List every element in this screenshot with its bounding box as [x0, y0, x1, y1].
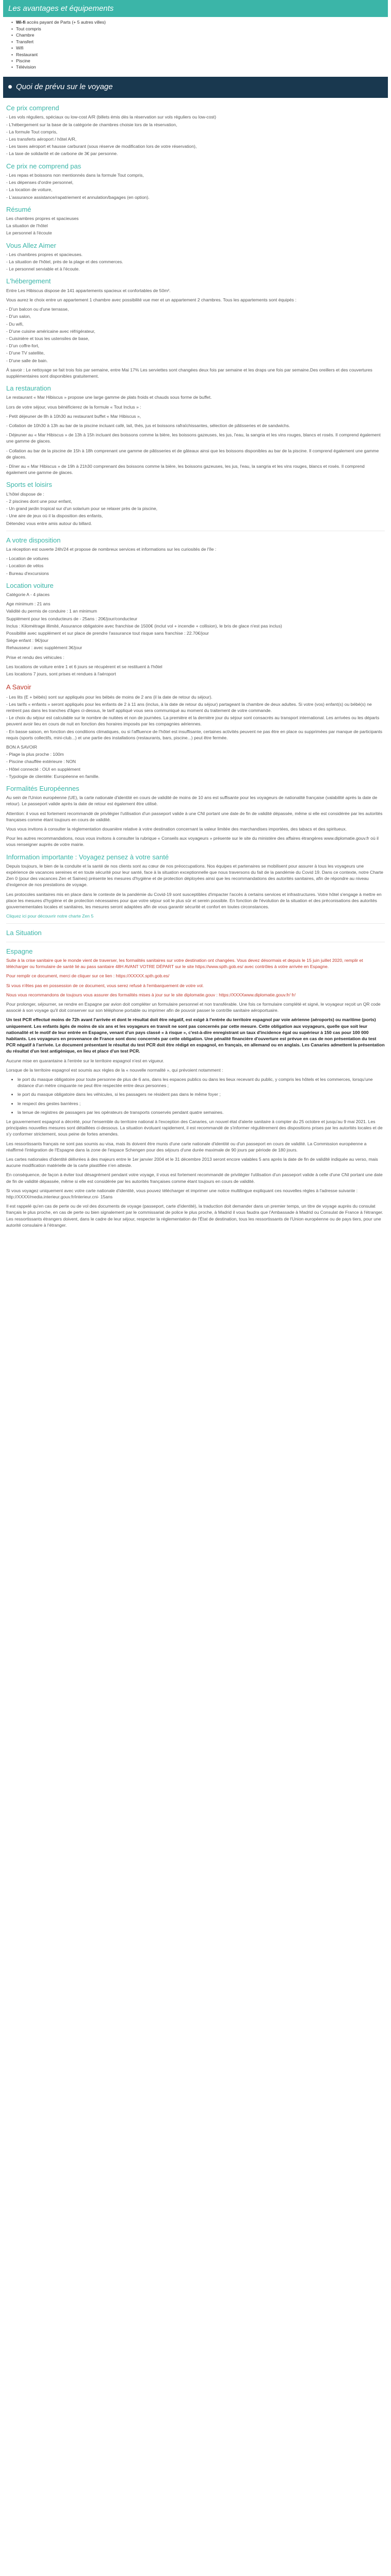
- dispo-item: - Bureau d'excursions: [6, 570, 49, 576]
- advantages-title: Les avantages et équipements: [8, 4, 114, 13]
- formal-paragraph: Au sein de l'Union européenne (UE), la carte nationale d'identité en cours de validité de moins de 10 ans est suffisante pour les voyageurs de nationalité française (valabilité après la date de retour). Le passeport valide après la date de retour est également être utilisé.: [6, 795, 378, 807]
- dispo-item: - Location de voitures: [6, 556, 49, 562]
- savoir-item: - Le choix du séjour est calculable sur le nombre de nuitées et non de journées. La première et la dernière jour du séjour sont consacrés au transport international. Les arrivées ou les départs peuvent avoir lieu en cours de nuit en fonction des horaires imposés par les compagnies aériennes.: [6, 715, 380, 727]
- savoir-title: A Savoir: [6, 683, 31, 691]
- sports-item: Détendez vous entre amis autour du billard.: [6, 520, 92, 526]
- divider: [6, 923, 385, 924]
- info-title: Information importante : Voyagez pensez à votre santé: [6, 853, 169, 861]
- pays-paragraph: Lorsque de la territoire espagnol est soumis aux règles de la « nouvelle normalité », qui prévoient notamment :: [6, 1067, 223, 1073]
- advantage-item: [11, 19, 388, 25]
- formal-paragraph: Pour les autres recommandations, nous vous invitons à consulter la rubrique « Conseils aux voyageurs » présente sur le site du ministère des affaires étrangères www.diplomatie.gouv.fr où il vous renseigner auprès de votre mairie.: [6, 836, 379, 848]
- sports-item: - 2 piscines dont une pour enfant,: [6, 498, 72, 504]
- resume-title: Résumé: [6, 205, 31, 213]
- vous-line: - Le personnel serviable et à l'écoute.: [6, 266, 80, 272]
- loc-title: Location voiture: [6, 581, 54, 589]
- advantage-item: [11, 32, 388, 38]
- prix-compris-line: - Les transferts aéroport / hôtel A/R,: [6, 137, 77, 142]
- loc-note: Les locations de voiture entre 1 et 6 jours se récupèrent et se restituent à l'hôtel: [6, 664, 162, 669]
- resto-item: - Déjeuner au « Mar Hibiscus » de 13h à 15h incluant des boissons comme la bière, les boissons gazeuses, les jus, l'eau, la sangria et les vins rouges, blancs et rosés. Il comprend également une gamme de glaces.: [6, 432, 381, 444]
- page: [0, 0, 391, 1239]
- dispo-intro: La réception est ouverte 24h/24 et propose de nombreux services et informations sur les curiosités de l'île :: [6, 546, 217, 552]
- bon-title: BON A SAVOIR: [6, 744, 38, 750]
- bon-item: - Plage la plus proche : 100m: [6, 752, 64, 757]
- advantage-strong: Wi-fi: [16, 20, 26, 25]
- heberg-item: - D'un balcon ou d'une terrasse,: [6, 307, 69, 312]
- prix-non-line: - La location de voiture,: [6, 187, 53, 193]
- loc-item: Siège enfant : 9€/jour: [6, 638, 48, 643]
- loc-note: Les locations 7 jours, sont prises et rendues à l'aéroport: [6, 671, 116, 677]
- pays-list-item: • le respect des gestes barrières ;: [18, 1100, 385, 1107]
- prix-non-line: - Les dépenses d'ordre personnel,: [6, 180, 74, 185]
- pays-paragraph: Les ressortissants français ne sont pas soumis au visa, mais ils doivent être munis d'une carte nationale d'identité ou d'un passeport en cours de validité. La Commission européenne a réaffirmé l'intégration de l'Espagne dans la zone de l'espace Schengen pour des séjours d'une durée maximale de 90 jours par période de 180 jours.: [6, 1141, 367, 1153]
- heberg-item: - Cuisinière et tous les ustensiles de base,: [6, 335, 89, 341]
- sports-title: Sports et loisirs: [6, 481, 52, 489]
- resume-line: Les chambres propres et spacieuses: [6, 216, 79, 221]
- resume-line: La situation de l'hôtel: [6, 223, 48, 229]
- pays-list: [18, 1076, 385, 1115]
- bon-item: - Typologie de clientèle: Européenne en famille.: [6, 773, 100, 779]
- vous-line: - La situation de l'hôtel, près de la plage et des commerces.: [6, 259, 123, 265]
- heberg-item: - Du wifi,: [6, 321, 24, 327]
- info-paragraph: Les protocoles sanitaires mis en place dans le contexte de la pandémie du Covid-19 sont susceptibles d'impacter l'accès à certains services et infrastructures. Votre hôtel s'engage à mettre en place les mesures d'hygiène et de protection nécessaires pour que votre séjour soit le plus sûr et serein possible. En fonction de l'évolution de la situation et des préconisations des autorités gouvernementales locales et sanitaires, les mesures seront adaptées afin de vous garantir sécurité et confort en toutes circonstances.: [6, 891, 382, 910]
- advantage-item: [11, 64, 388, 70]
- situ-title: La Situation: [6, 929, 42, 937]
- formal-paragraph: Attention: il vous est fortement recommandé de privilégier l'utilisation d'un passeport valide à une CNI portant une date de fin de validité dépassée, même si elle est considérée par les autorités françaises comme étant toujours en cours de validité.: [6, 810, 383, 822]
- advantage-text: Chambre: [16, 32, 35, 38]
- resto-item: - Dîner au « Mar Hibiscus » de 19h à 21h30 comprenant des boissons comme la bière, les boissons gazeuses, les jus, l'eau, la sangria et les vins rouges, blancs et rosés. Il comprend également une gamme de glaces.: [6, 464, 365, 476]
- sports-item: - Un grand jardin tropical sur d'un solarium pour se relaxer près de la piscine,: [6, 506, 158, 512]
- pays-alert: Suite à la crise sanitaire que le monde vient de traverser, les formalités sanitaires sur votre destination ont changées. Vous devez désormais et depuis le 15 juin juillet 2020, remplir et télécharger ou formulaire de santé lié au pass sanitaire 48H AVANT VOTRE DÉPART sur le site https://www.spth.gob.es/ avec contrôles à votre arrivée en Espagne.: [6, 957, 363, 970]
- pays-title: Espagne: [6, 947, 33, 955]
- heberg-desc: Vous aurez le choix entre un appartement 1 chambre avec possibilité vue mer et un appartement 2 chambres. Tous les appartements sont équipés :: [6, 297, 297, 302]
- loc-item: Inclus : Kilométrage illimité, Assurance obligatoire avec franchise de 1500€ (inclut vol + incendie + collision), le bris de glace n'est pas inclus): [6, 623, 282, 629]
- advantage-item: [11, 52, 388, 58]
- loc-item: Validité du permis de conduire : 1 an minimum: [6, 608, 97, 614]
- heberg-item: - D'une TV satellite,: [6, 350, 45, 356]
- pays-list-item: • le port du masque obligatoire dans les véhicules, si les passagers ne résident pas dans le même foyer ;: [18, 1091, 385, 1097]
- prix-compris-line: - Les taxes aéroport et hausse carburant (sous réserve de modification lors de votre réservation),: [6, 144, 197, 149]
- heberg-intro: Entre Les Hibiscus dispose de 141 appartements spacieux et confortables de 50m².: [6, 287, 171, 293]
- bon-item: - Hôtel connecté : OUI en supplément: [6, 766, 80, 772]
- trip-title: Quoi de prévu sur le voyage: [16, 82, 113, 91]
- vous-title: Vous Allez Aimer: [6, 241, 56, 249]
- prix-compris-line: - Les vols réguliers, spéciaux ou low-cost A/R (billets émis dès la réservation sur vols réguliers ou low-cost): [6, 114, 216, 120]
- heberg-item: - D'une cuisine américaine avec réfrigérateur,: [6, 328, 95, 334]
- pays-paragraph: Aucune mise en quarantaine à l'entrée sur le territoire espagnol n'est en vigueur.: [6, 1058, 165, 1063]
- advantage-item: [11, 26, 388, 32]
- advantage-text: Transfert: [16, 39, 34, 44]
- loc-item: Age minimum : 21 ans: [6, 601, 51, 607]
- sports-intro: L'hôtel dispose de :: [6, 491, 44, 497]
- advantage-item: [11, 58, 388, 64]
- prix-non-line: - L'assurance assistance/rapatriement et annulation/bagages (en option).: [6, 194, 150, 200]
- resto-item: - Collation au bar de la piscine de 15h à 18h comprenant une gamme de pâtisseries et de gâteaux ainsi que les boissons disponibles au bar de la piscine. Il comprend également une gamme de glaces.: [6, 448, 379, 460]
- loc-cat: Catégorie A - 4 places: [6, 592, 50, 598]
- resume-line: Le personnel à l'écoute: [6, 230, 52, 236]
- pays-alert-link[interactable]: Nous vous recommandons de toujours vous assurer des formalités mises à jour sur le site diplomatie.gouv : https://XXXXwww.diplomatie.gouv.fr/ fr/: [6, 992, 296, 997]
- pays-paragraph: Il est rappelé qu'en cas de perte ou de vol des documents de voyage (passeport, carte d'identité), la traduction doit demander dans un premier temps, un titre de voyage auprès du consulat français le plus proche, en cas de perte ou bien signalement par le commissariat de police le plus proche, à Madrid il vous faudra que l'Ambassade à Madrid ou Consulat de France à l'étranger. Les ressortissants étrangers doivent, dans le cadre de leur séjour, respecter la réglementation de l'État de destination, tous les ressortissants de l'Union européenne ou de pays tiers, pour une autorité consulaire à l'étranger.: [6, 1204, 383, 1228]
- loc-item: Rehausseur : avec supplément 3€/jour: [6, 645, 83, 651]
- heberg-title: L'hébergement: [6, 277, 51, 285]
- pays-paragraph: Les cartes nationales d'identité délivrées à des majeurs entre le 1er janvier 2004 et le 31 décembre 2013 seront encore valables 5 ans après la date de fin de validité indiquée au verso, mais aucune modification matérielle de la carte plastifiée n'en atteste.: [6, 1157, 378, 1168]
- resto-tout: Lors de votre séjour, vous bénéficierez de la formule « Tout Inclus » :: [6, 404, 141, 410]
- dispo-item: - Location de vélos: [6, 563, 44, 569]
- advantage-text: Télévision: [16, 64, 36, 70]
- info-paragraph: Depuis toujours, le bien de la conduite et la santé de nos clients sont au cœur de nos préoccupations. Nos équipes et partenaires se mobilisent pour assurer à tous les voyageurs une expérience de vacances sereines et en toute sécurité pour leur santé, face à la situation exceptionnelle que nous traversons du fait de la pandémie du Covid 19. Dans ce contexte, notre Charte Zen 0 (pour des vacances Zen et Saines) présente les mesures d'hygiène et de protection déployées ainsi que les recommandations des autorités sanitaires, afin de répondre au niveau d'exigence de nos prestations de voyage.: [6, 863, 383, 888]
- prix-compris-line: - La taxe de solidarité et de carbone de 3€ par personne.: [6, 151, 118, 157]
- resto-item: - Collation de 10h30 à 13h au bar de la piscine incluant café, lait, thés, jus et boissons rafraîchissantes, sélection de pâtisseries et de sandwichs.: [6, 423, 290, 429]
- pays-pcr: Un test PCR effectué moins de 72h avant l'arrivée et dont le résultat doit être négatif, est exigé à l'entrée du territoire espagnol par voie aérienne (aéroports) ou maritime (ports) uniquement. Les enfants âgés de moins de six ans et les voyageurs en transit ne sont pas concernés par cette mesure. Cette obligation aux voyageurs, quelle que soit leur nationalité et le motif de leur entrée en Espagne, venant d'un pays classé « à risque », c'est-à-dire enregistrant un taux d'incidence égal ou supérieur à 150 cas pour 100 000 habitants. Les voyageurs en provenance de France sont donc concernés par cette obligation. Une pénalité financière d'ouverture est prévue en cas de non présentation du test PCR négatif à l'arrivée. Le document présentant le résultat du test PCR doit être rédigé en espagnol, en français, en allemand ou en anglais. Les Canaries admettent la présentation du résultat d'un test antigénique, en lieu et place d'un test PCR.: [6, 1017, 385, 1054]
- savoir-item: - Les tarifs « enfants » seront appliqués pour les enfants de 2 à 11 ans (inclus, à la date de retour du séjour) partageant la chambre de deux adultes. Si votre (vos) enfant(s) ou bébé(s) ne rentrent pas dans les tranches d'âges ci-dessus, le tarif appliqué vous sera communiqué au moment du traitement de votre commande.: [6, 701, 372, 713]
- pays-alert-link[interactable]: Pour remplir ce document, merci de cliquer sur ce lien : https://XXXXX.spth.gob.es/: [6, 973, 170, 979]
- heberg-item: - D'un coffre-fort,: [6, 343, 40, 349]
- resto-title: La restauration: [6, 384, 51, 393]
- advantage-text: accès payant de Parts (+ 5 autres villes): [25, 20, 106, 25]
- savoir-item: - Les lits (E + bébés) sont sur appliqués pour les bébés de moins de 2 ans (il la date de retour du séjour).: [6, 694, 213, 700]
- formal-title: Formalités Européennes: [6, 784, 79, 792]
- loc-item: Supplément pour les conducteurs de - 25ans : 20€/jour/conducteur: [6, 616, 138, 621]
- heberg-item: - D'un salon,: [6, 314, 31, 319]
- prix-compris-line: - La formule Tout compris,: [6, 129, 58, 134]
- advantages-list: [3, 17, 388, 72]
- pays-alert: Si vous n'êtes pas en possession de ce document, vous serez refusé à l'embarquement de votre vol.: [6, 982, 204, 988]
- bullet-icon: [8, 85, 12, 89]
- dispo-title: A votre disposition: [6, 536, 61, 544]
- advantage-item: [11, 45, 388, 51]
- advantage-text: Wifi: [16, 45, 24, 51]
- prix-non-line: - Les repas et boissons non mentionnés dans la formule Tout compris,: [6, 172, 144, 178]
- prix-compris-title: Ce prix comprend: [6, 104, 59, 112]
- formal-paragraph: Vous vous invitons à consulter la réglementation douanière relative à votre destination concernant la valeur limitée des marchandises importées, des tabacs et des spiritueux.: [6, 826, 347, 832]
- advantage-text: Tout compris: [16, 26, 41, 31]
- pays-list-item: • la tenue de registres de passagers par les opérateurs de transports conservés pendant quatre semaines.: [18, 1109, 385, 1115]
- advantages-banner: [3, 0, 388, 17]
- loc-item: Possibilité avec supplément et sur place de prendre l'assurance tout risque sans franchise : 22.70€/jour: [6, 631, 209, 636]
- prix-non-title: Ce prix ne comprend pas: [6, 162, 82, 170]
- trip-content: [3, 98, 388, 1228]
- pays-list-item: • le port du masque obligatoire pour toute personne de plus de 6 ans, dans les espaces publics ou dans les lieux recevant du public, y compris les hôtels et les commerces, lorsqu'une distance d'un mètre cinquante ne peut être respectée entre deux personnes ;: [18, 1076, 385, 1089]
- vous-line: - Les chambres propres et spacieuses.: [6, 251, 83, 257]
- charte-link[interactable]: Cliquez ici pour découvrir notre charte Zen 5: [6, 913, 94, 919]
- trip-banner: [3, 77, 388, 98]
- sports-item: - Une aire de jeux où il la disposition des enfants,: [6, 513, 103, 519]
- pays-paragraph: Pour prolonger, séjourner, se rendre en Espagne par avion doit compléter un formulaire personnel et non transférable. Une fois ce formulaire complété et signé, le voyageur reçoit un QR code associé à son voyage qu'il doit conserver sur son téléphone portable ou imprimer afin de pouvoir passer le contrôle sanitaire aéroportuaire.: [6, 1002, 381, 1013]
- heberg-note: À savoir : Le nettoyage se fait trois fois par semaine, entre Mai 17% Les serviettes sont changées deux fois par semaine et les draps une fois par semaine.Des oreillers et des couvertures supplémentaires sont disponibles gratuitement.: [6, 367, 372, 379]
- heberg-item: - D'une salle de bain.: [6, 358, 48, 363]
- pays-paragraph: Le gouvernement espagnol a décrété, pour l'ensemble du territoire national à l'exception des Canaries, un nouvel état d'alerte sanitaire à compter du 25 octobre et jusqu'au 9 mai 2021. Les principales nouvelles mesures sont détaillées ci-dessous. La situation évoluant rapidement, il est recommandé de s'informer régulièrement des dispositions prises par les autorités locales et de s'y conformer strictement, sous peine de fortes amendes.: [6, 1119, 383, 1137]
- pays-paragraph: Si vous voyagez uniquement avec votre carte nationale d'identité, vous pouvez télécharger et imprimer une notice multilingue expliquant ces nouvelles règles à l'adresse suivante : http://XXXX/media.interieur.gouv.fr/interieur.cni- 15ans: [6, 1188, 358, 1200]
- advantage-text: Restaurant: [16, 52, 38, 57]
- advantage-item: [11, 39, 388, 45]
- resto-item: - Petit déjeuner de 8h à 10h30 au restaurant buffet « Mar Hibiscus »,: [6, 413, 141, 419]
- advantage-text: Piscine: [16, 58, 30, 64]
- loc-note: Prise et rendu des véhicules :: [6, 654, 64, 660]
- bon-item: - Piscine chauffée extérieure : NON: [6, 759, 76, 765]
- pays-paragraph: En conséquence, de façon à éviter tout désagrément pendant votre voyage, il vous est fortement recommandé de privilégier l'utilisation d'un passeport valide à celle d'une CNI portant une date de fin de validité dépassée, même si elle est considérée par les autorités françaises comme étant toujours en cours de validité.: [6, 1172, 383, 1184]
- prix-compris-line: - L'hébergement sur la base de la catégorie de chambres choisie lors de la réservation,: [6, 122, 177, 127]
- savoir-item: - En basse saison, en fonction des conditions climatiques, ou si l'affluence de l'hôtel est insuffisante, certaines activités peuvent ne pas être en place ou supprimées par manque de participants requis (sports collectifs, mini-club...) et une partie des installations (restaurants, bars, piscine...) peut être fermée.: [6, 728, 383, 740]
- resto-intro: Le restaurant « Mar Hibiscus » propose une large gamme de plats froids et chauds sous forme de buffet.: [6, 395, 212, 400]
